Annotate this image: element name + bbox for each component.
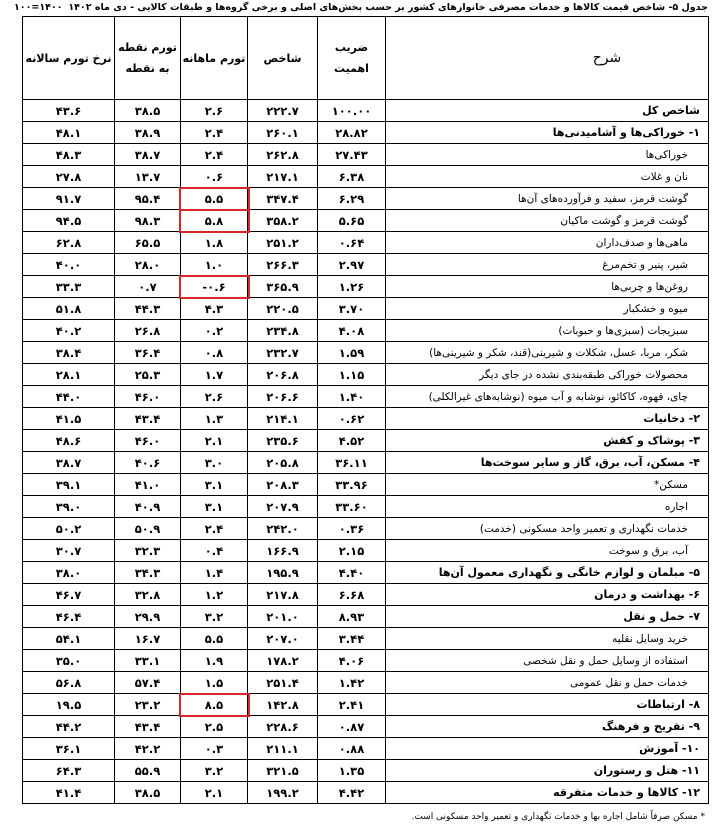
row-24-weight: ۳.۴۴ — [318, 628, 386, 650]
row-27-p2p: ۲۳.۲ — [115, 694, 181, 716]
row-2-desc: خوراکی‌ها — [386, 144, 709, 166]
row-31-desc: ۱۲- کالاها و خدمات متفرقه — [386, 782, 709, 804]
row-26-p2p: ۵۷.۴ — [115, 672, 181, 694]
row-11-weight: ۱.۵۹ — [318, 342, 386, 364]
header-annual: نرخ تورم سالانه — [23, 17, 115, 100]
row-25-index: ۱۷۸.۲ — [248, 650, 318, 672]
row-27-annual: ۱۹.۵ — [23, 694, 115, 716]
header-weight: ضریب اهمیت — [318, 17, 386, 100]
row-1-p2p: ۳۸.۹ — [115, 122, 181, 144]
row-7-desc: شیر، پنیر و تخم‌مرغ — [386, 254, 709, 276]
table-row — [23, 430, 709, 452]
row-12-p2p: ۲۵.۳ — [115, 364, 181, 386]
row-19-desc: خدمات نگهداری و تعمیر واحد مسکونی (خدمت) — [386, 518, 709, 540]
row-6-weight: ۰.۶۴ — [318, 232, 386, 254]
header-p2p: تورم نقطه به نقطه — [115, 17, 181, 100]
row-9-weight: ۳.۷۰ — [318, 298, 386, 320]
row-17-p2p: ۴۱.۰ — [115, 474, 181, 496]
row-23-index: ۲۰۱.۰ — [248, 606, 318, 628]
row-17-desc: مسکن* — [386, 474, 709, 496]
row-31-weight: ۴.۴۲ — [318, 782, 386, 804]
row-22-desc: ۶- بهداشت و درمان — [386, 584, 709, 606]
row-14-annual: ۴۱.۵ — [23, 408, 115, 430]
table-row — [23, 232, 709, 254]
row-0-annual: ۴۳.۶ — [23, 100, 115, 122]
row-4-monthly: ۵.۵ — [181, 188, 248, 210]
row-13-monthly: ۲.۶ — [181, 386, 248, 408]
row-29-desc: ۱۰- آموزش — [386, 738, 709, 760]
row-3-monthly: ۰.۶ — [181, 166, 248, 188]
row-4-p2p: ۹۵.۴ — [115, 188, 181, 210]
row-7-p2p: ۲۸.۰ — [115, 254, 181, 276]
row-26-desc: خدمات حمل و نقل عمومی — [386, 672, 709, 694]
row-0-index: ۲۲۲.۷ — [248, 100, 318, 122]
row-13-annual: ۴۴.۰ — [23, 386, 115, 408]
row-21-monthly: ۱.۴ — [181, 562, 248, 584]
row-25-weight: ۴.۰۶ — [318, 650, 386, 672]
row-20-desc: آب، برق و سوخت — [386, 540, 709, 562]
row-13-index: ۲۰۶.۶ — [248, 386, 318, 408]
row-2-annual: ۴۸.۳ — [23, 144, 115, 166]
row-21-desc: ۵- مبلمان و لوازم خانگی و نگهداری معمول آن‌ها — [386, 562, 709, 584]
header-desc: شرح — [386, 17, 709, 100]
row-20-p2p: ۳۲.۳ — [115, 540, 181, 562]
table-row — [23, 364, 709, 386]
row-3-p2p: ۱۳.۷ — [115, 166, 181, 188]
row-2-weight: ۲۷.۴۳ — [318, 144, 386, 166]
header-row — [23, 17, 709, 100]
table-row — [23, 760, 709, 782]
row-31-index: ۱۹۹.۲ — [248, 782, 318, 804]
row-10-desc: سبزیجات (سبزی‌ها و حبوبات) — [386, 320, 709, 342]
row-2-p2p: ۳۸.۷ — [115, 144, 181, 166]
row-9-index: ۲۲۰.۵ — [248, 298, 318, 320]
row-28-p2p: ۴۳.۴ — [115, 716, 181, 738]
row-11-monthly: ۰.۸ — [181, 342, 248, 364]
row-12-annual: ۲۸.۱ — [23, 364, 115, 386]
row-15-desc: ۳- پوشاک و کفش — [386, 430, 709, 452]
row-9-desc: میوه و خشکبار — [386, 298, 709, 320]
row-27-weight: ۲.۴۱ — [318, 694, 386, 716]
row-0-desc: شاخص کل — [386, 100, 709, 122]
row-8-monthly: -۰.۶ — [181, 276, 248, 298]
row-17-weight: ۳۳.۹۶ — [318, 474, 386, 496]
table-row — [23, 144, 709, 166]
row-11-p2p: ۳۶.۴ — [115, 342, 181, 364]
row-31-monthly: ۲.۱ — [181, 782, 248, 804]
row-17-monthly: ۳.۱ — [181, 474, 248, 496]
row-9-p2p: ۴۴.۳ — [115, 298, 181, 320]
row-14-index: ۲۱۴.۱ — [248, 408, 318, 430]
row-22-weight: ۶.۶۸ — [318, 584, 386, 606]
row-4-annual: ۹۱.۷ — [23, 188, 115, 210]
row-21-annual: ۳۸.۰ — [23, 562, 115, 584]
row-23-desc: ۷- حمل و نقل — [386, 606, 709, 628]
row-9-monthly: ۴.۳ — [181, 298, 248, 320]
row-3-index: ۲۱۷.۱ — [248, 166, 318, 188]
row-5-p2p: ۹۸.۳ — [115, 210, 181, 232]
row-18-desc: اجاره — [386, 496, 709, 518]
table-row — [23, 254, 709, 276]
row-4-weight: ۶.۲۹ — [318, 188, 386, 210]
row-5-annual: ۹۴.۵ — [23, 210, 115, 232]
header-monthly: تورم ماهانه — [181, 17, 248, 100]
row-5-desc: گوشت قرمز و گوشت ماکیان — [386, 210, 709, 232]
table-row — [23, 188, 709, 210]
row-30-desc: ۱۱- هتل و رستوران — [386, 760, 709, 782]
row-5-index: ۳۵۸.۲ — [248, 210, 318, 232]
row-14-desc: ۲- دخانیات — [386, 408, 709, 430]
row-6-annual: ۶۲.۸ — [23, 232, 115, 254]
row-13-p2p: ۴۶.۰ — [115, 386, 181, 408]
row-7-annual: ۴۰.۰ — [23, 254, 115, 276]
row-20-annual: ۳۰.۷ — [23, 540, 115, 562]
row-6-p2p: ۶۵.۵ — [115, 232, 181, 254]
table-body — [23, 100, 709, 804]
footnote: * مسکن صرفاً شامل اجاره بها و خدمات نگهداری و تعمیر واحد مسکونی است. — [411, 812, 705, 822]
row-17-annual: ۳۹.۱ — [23, 474, 115, 496]
row-22-index: ۲۱۷.۸ — [248, 584, 318, 606]
row-1-index: ۲۶۰.۱ — [248, 122, 318, 144]
row-13-desc: چای، قهوه، کاکائو، نوشابه و آب میوه (نوشابه‌های غیرالکلی) — [386, 386, 709, 408]
row-9-annual: ۵۱.۸ — [23, 298, 115, 320]
row-21-index: ۱۹۵.۹ — [248, 562, 318, 584]
table-row — [23, 298, 709, 320]
row-16-weight: ۳۶.۱۱ — [318, 452, 386, 474]
row-2-index: ۲۶۲.۸ — [248, 144, 318, 166]
row-4-desc: گوشت قرمز، سفید و فرآورده‌های آن‌ها — [386, 188, 709, 210]
table-row — [23, 320, 709, 342]
row-24-monthly: ۵.۵ — [181, 628, 248, 650]
row-6-monthly: ۱.۸ — [181, 232, 248, 254]
row-29-annual: ۳۶.۱ — [23, 738, 115, 760]
row-3-annual: ۲۷.۸ — [23, 166, 115, 188]
row-6-index: ۲۵۱.۲ — [248, 232, 318, 254]
row-0-p2p: ۳۸.۵ — [115, 100, 181, 122]
row-22-p2p: ۳۲.۸ — [115, 584, 181, 606]
row-8-p2p: ۰.۷ — [115, 276, 181, 298]
table-row — [23, 738, 709, 760]
row-27-desc: ۸- ارتباطات — [386, 694, 709, 716]
row-24-p2p: ۱۶.۷ — [115, 628, 181, 650]
row-12-weight: ۱.۱۵ — [318, 364, 386, 386]
row-24-annual: ۵۴.۱ — [23, 628, 115, 650]
row-21-p2p: ۳۴.۳ — [115, 562, 181, 584]
table-row — [23, 584, 709, 606]
row-18-monthly: ۳.۱ — [181, 496, 248, 518]
table-row — [23, 452, 709, 474]
table-row — [23, 628, 709, 650]
row-8-annual: ۳۳.۳ — [23, 276, 115, 298]
row-28-index: ۲۲۸.۶ — [248, 716, 318, 738]
row-19-annual: ۵۰.۲ — [23, 518, 115, 540]
row-23-annual: ۴۶.۴ — [23, 606, 115, 628]
row-16-annual: ۳۸.۷ — [23, 452, 115, 474]
row-16-index: ۲۰۵.۸ — [248, 452, 318, 474]
table-row — [23, 562, 709, 584]
row-7-weight: ۲.۹۷ — [318, 254, 386, 276]
row-10-p2p: ۲۶.۸ — [115, 320, 181, 342]
row-23-monthly: ۳.۲ — [181, 606, 248, 628]
table-row — [23, 122, 709, 144]
row-5-weight: ۵.۶۵ — [318, 210, 386, 232]
row-30-weight: ۱.۳۵ — [318, 760, 386, 782]
row-11-annual: ۳۸.۴ — [23, 342, 115, 364]
row-16-monthly: ۳.۰ — [181, 452, 248, 474]
table-row — [23, 276, 709, 298]
row-30-monthly: ۳.۲ — [181, 760, 248, 782]
table-row — [23, 342, 709, 364]
table-row — [23, 386, 709, 408]
row-20-weight: ۲.۱۵ — [318, 540, 386, 562]
table-row — [23, 496, 709, 518]
row-23-weight: ۸.۹۳ — [318, 606, 386, 628]
row-19-monthly: ۲.۴ — [181, 518, 248, 540]
row-18-annual: ۳۹.۰ — [23, 496, 115, 518]
row-28-monthly: ۲.۵ — [181, 716, 248, 738]
row-18-p2p: ۴۰.۹ — [115, 496, 181, 518]
row-25-annual: ۳۵.۰ — [23, 650, 115, 672]
row-24-desc: خرید وسایل نقلیه — [386, 628, 709, 650]
row-11-desc: شکر، مربا، عسل، شکلات و شیرینی‌(قند، شکر و شیرینی‌ها) — [386, 342, 709, 364]
row-22-annual: ۴۶.۷ — [23, 584, 115, 606]
row-0-monthly: ۲.۶ — [181, 100, 248, 122]
row-29-weight: ۰.۸۸ — [318, 738, 386, 760]
row-28-annual: ۴۴.۲ — [23, 716, 115, 738]
row-18-index: ۲۰۷.۹ — [248, 496, 318, 518]
table-caption: جدول ۵- شاخص قیمت کالاها و خدمات مصرفی خانوارهای کشور بر حسب بخش‌های اصلی و برخی گروه‌ها و طبقات کالایی - دی ماه ۱۴۰۲ — [68, 2, 708, 13]
row-1-desc: ۱- خوراکی‌ها و آشامیدنی‌ها — [386, 122, 709, 144]
row-12-desc: محصولات خوراکی طبقه‌بندی نشده در جای دیگر — [386, 364, 709, 386]
table-row — [23, 650, 709, 672]
row-15-annual: ۴۸.۶ — [23, 430, 115, 452]
row-19-p2p: ۵۰.۹ — [115, 518, 181, 540]
row-15-index: ۲۳۵.۶ — [248, 430, 318, 452]
row-30-index: ۳۲۱.۵ — [248, 760, 318, 782]
row-2-monthly: ۲.۴ — [181, 144, 248, 166]
row-31-p2p: ۳۸.۵ — [115, 782, 181, 804]
row-17-index: ۲۰۸.۳ — [248, 474, 318, 496]
row-6-desc: ماهی‌ها و صدف‌داران — [386, 232, 709, 254]
cpi-table — [22, 16, 709, 804]
row-8-index: ۳۶۵.۹ — [248, 276, 318, 298]
row-12-monthly: ۱.۷ — [181, 364, 248, 386]
base-year-label: ۱۰۰=۱۴۰۰ — [14, 2, 63, 13]
row-25-p2p: ۳۳.۱ — [115, 650, 181, 672]
row-13-weight: ۱.۴۰ — [318, 386, 386, 408]
row-28-desc: ۹- تفریح و فرهنگ — [386, 716, 709, 738]
row-3-weight: ۶.۳۸ — [318, 166, 386, 188]
table-row — [23, 716, 709, 738]
row-10-monthly: ۰.۲ — [181, 320, 248, 342]
table-row — [23, 518, 709, 540]
row-7-index: ۲۶۶.۳ — [248, 254, 318, 276]
row-30-annual: ۶۴.۳ — [23, 760, 115, 782]
row-10-annual: ۴۰.۲ — [23, 320, 115, 342]
header-index: شاخص — [248, 17, 318, 100]
row-27-index: ۱۴۲.۸ — [248, 694, 318, 716]
row-20-index: ۱۶۶.۹ — [248, 540, 318, 562]
table-row — [23, 672, 709, 694]
row-19-index: ۲۴۲.۰ — [248, 518, 318, 540]
row-8-weight: ۱.۲۶ — [318, 276, 386, 298]
table-row — [23, 606, 709, 628]
highlight-box — [179, 693, 250, 717]
row-23-p2p: ۲۹.۹ — [115, 606, 181, 628]
row-0-weight: ۱۰۰.۰۰ — [318, 100, 386, 122]
row-26-weight: ۱.۴۲ — [318, 672, 386, 694]
row-24-index: ۲۰۷.۰ — [248, 628, 318, 650]
row-27-monthly: ۸.۵ — [181, 694, 248, 716]
row-14-weight: ۰.۶۲ — [318, 408, 386, 430]
row-5-monthly: ۵.۸ — [181, 210, 248, 232]
row-15-p2p: ۴۶.۰ — [115, 430, 181, 452]
table-row — [23, 540, 709, 562]
row-8-desc: روغن‌ها و چربی‌ها — [386, 276, 709, 298]
row-15-weight: ۴.۵۲ — [318, 430, 386, 452]
row-1-weight: ۲۸.۸۲ — [318, 122, 386, 144]
table-row — [23, 408, 709, 430]
row-19-weight: ۰.۳۶ — [318, 518, 386, 540]
row-31-annual: ۴۱.۴ — [23, 782, 115, 804]
row-14-monthly: ۱.۳ — [181, 408, 248, 430]
row-22-monthly: ۱.۲ — [181, 584, 248, 606]
row-10-index: ۲۳۴.۸ — [248, 320, 318, 342]
row-26-monthly: ۱.۵ — [181, 672, 248, 694]
row-28-weight: ۰.۸۷ — [318, 716, 386, 738]
table-row — [23, 474, 709, 496]
row-30-p2p: ۵۵.۹ — [115, 760, 181, 782]
highlight-box — [179, 187, 250, 211]
table-row — [23, 210, 709, 232]
row-29-monthly: ۰.۳ — [181, 738, 248, 760]
table-row — [23, 694, 709, 716]
highlight-box — [179, 275, 250, 299]
row-26-index: ۲۵۱.۴ — [248, 672, 318, 694]
row-10-weight: ۴.۰۸ — [318, 320, 386, 342]
row-16-desc: ۴- مسکن، آب، برق، گاز و سایر سوخت‌ها — [386, 452, 709, 474]
row-1-annual: ۴۸.۱ — [23, 122, 115, 144]
highlight-box — [179, 209, 250, 233]
row-4-index: ۳۴۷.۴ — [248, 188, 318, 210]
row-11-index: ۲۳۲.۷ — [248, 342, 318, 364]
row-21-weight: ۴.۴۰ — [318, 562, 386, 584]
table-row — [23, 100, 709, 122]
row-12-index: ۲۰۶.۸ — [248, 364, 318, 386]
row-3-desc: نان و غلات — [386, 166, 709, 188]
row-29-index: ۲۱۱.۱ — [248, 738, 318, 760]
table-row — [23, 782, 709, 804]
row-18-weight: ۳۳.۶۰ — [318, 496, 386, 518]
row-25-desc: استفاده از وسایل حمل و نقل شخصی — [386, 650, 709, 672]
row-25-monthly: ۱.۹ — [181, 650, 248, 672]
row-26-annual: ۵۶.۸ — [23, 672, 115, 694]
row-7-monthly: ۱.۰ — [181, 254, 248, 276]
row-20-monthly: ۰.۴ — [181, 540, 248, 562]
row-16-p2p: ۴۰.۶ — [115, 452, 181, 474]
row-1-monthly: ۲.۴ — [181, 122, 248, 144]
row-14-p2p: ۴۳.۴ — [115, 408, 181, 430]
table-title-row — [8, 2, 708, 16]
row-15-monthly: ۲.۱ — [181, 430, 248, 452]
row-29-p2p: ۴۲.۲ — [115, 738, 181, 760]
table-row — [23, 166, 709, 188]
